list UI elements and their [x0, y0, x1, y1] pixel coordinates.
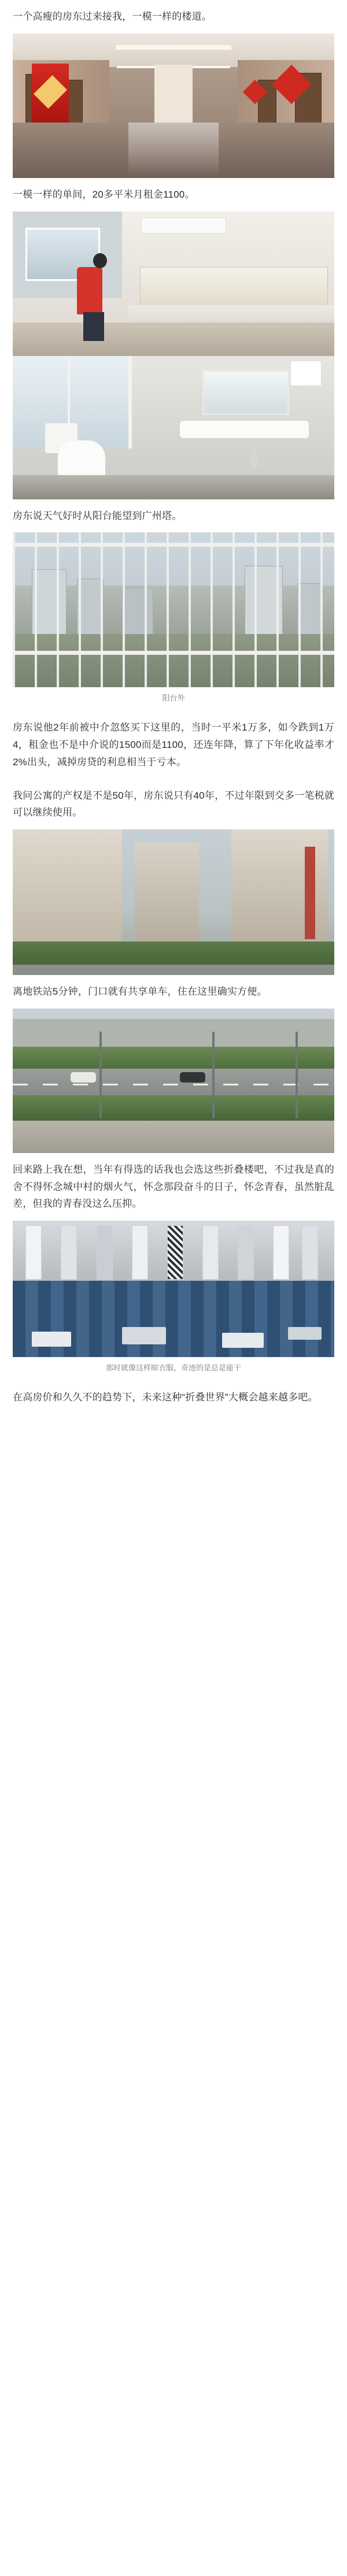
bathroom-floor [13, 475, 334, 499]
car [71, 1072, 96, 1083]
street-pole [296, 1032, 298, 1118]
street-photo [13, 1009, 334, 1153]
bathroom-mirror [202, 370, 290, 415]
apartment-block-left [13, 829, 122, 951]
balcony-photo-caption: 阳台外 [162, 694, 185, 703]
car [180, 1072, 205, 1083]
corridor-end-wall [154, 65, 193, 126]
room-floor [13, 323, 334, 356]
corridor-floor-reflection [128, 123, 219, 178]
paragraph-2: 一模一样的单间，20多平米月租金1100。 [13, 188, 195, 200]
lane-marking [13, 1084, 334, 1085]
paragraph-3: 房东说天气好时从阳台能望到广州塔。 [13, 510, 182, 521]
bathroom-sink [180, 421, 308, 438]
water-heater [290, 361, 322, 386]
hanging-garment [97, 1225, 113, 1280]
street-photo-figure [0, 1009, 347, 1153]
hanging-garment [25, 1225, 42, 1280]
corridor-ceiling-light [116, 45, 231, 50]
air-conditioner [141, 217, 226, 233]
bathroom-photo-figure [0, 356, 347, 499]
rental-room-photo-figure [0, 212, 347, 356]
paragraph-8: 在高房价和久久不的趋势下，未来这种“折叠世界”大概会越来越多吧。 [13, 1392, 318, 1403]
folded-clothes-stack [122, 1327, 166, 1344]
paragraph-6: 离地铁站5分钟，门口就有共享单车，住在这里确实方便。 [13, 986, 267, 997]
street-pole [99, 1032, 102, 1118]
hanging-garment [132, 1225, 148, 1280]
clothes-photo-caption: 那时就像这样晾衣服，奇迹的是总是能干 [105, 1363, 241, 1372]
hedge-near [13, 1095, 334, 1123]
sidewalk [13, 1121, 334, 1153]
hanging-garment [202, 1225, 219, 1280]
street-pole [212, 1032, 215, 1118]
corridor-photo [13, 34, 334, 178]
folded-clothes-stack [288, 1327, 322, 1340]
corridor-photo-figure [0, 34, 347, 178]
folded-clothes-stack [222, 1333, 264, 1348]
clothes-rack-photo [13, 1221, 334, 1357]
residential-towers-photo-figure [0, 829, 347, 975]
balcony-rail [13, 651, 334, 655]
hanging-garment [238, 1225, 254, 1280]
balcony-view-photo [13, 532, 334, 687]
paragraph-5: 我问公寓的产权是不是50年，房东说只有40年，不过年限到交多一笔税就可以继续使用。 [13, 790, 334, 818]
person-head [93, 253, 107, 268]
paragraph-7: 回来路上我在想，当年有得选的话我也会选这些折叠楼吧，不过我是真的舍不得怀念城中村的烟火气，怀念那段奋斗的日子，怀念青春，虽然脏乱差，但我的青春没这么压抑。 [13, 1163, 334, 1210]
residential-towers-photo [13, 829, 334, 975]
person-legs [83, 312, 104, 341]
hedge-far [13, 1047, 334, 1071]
folded-clothes-stack [32, 1332, 71, 1347]
balcony-rail-top [13, 543, 334, 547]
hanging-garment [273, 1225, 289, 1280]
rental-room-photo [13, 212, 334, 356]
balcony-window-bars [13, 532, 334, 687]
paragraph-1: 一个高瘦的房东过来接我，一模一样的楼道。 [13, 11, 212, 22]
bed-headboard [140, 267, 327, 311]
hanging-garment [167, 1225, 183, 1280]
red-facade-stripe [305, 847, 315, 939]
apartment-block-middle [135, 843, 199, 951]
landlord-person [77, 267, 102, 314]
hanging-garment [61, 1225, 77, 1280]
sink-pipe [250, 438, 257, 468]
paragraph-4: 房东说他2年前被中介忽悠买下这里的，当时一平米1万多，如今跌到1万4，租金也不是中介说的1500而是1100，还连年降，算了下年化收益率才2%出头，减掉房贷的利息相当于亏本。 [13, 722, 334, 768]
bathroom-photo [13, 356, 334, 499]
road [13, 965, 334, 975]
clothes-rack-photo-figure [0, 1221, 347, 1381]
red-banner-decoration [32, 64, 69, 124]
balcony-view-photo-figure [0, 532, 347, 711]
hanging-garment [302, 1225, 318, 1280]
